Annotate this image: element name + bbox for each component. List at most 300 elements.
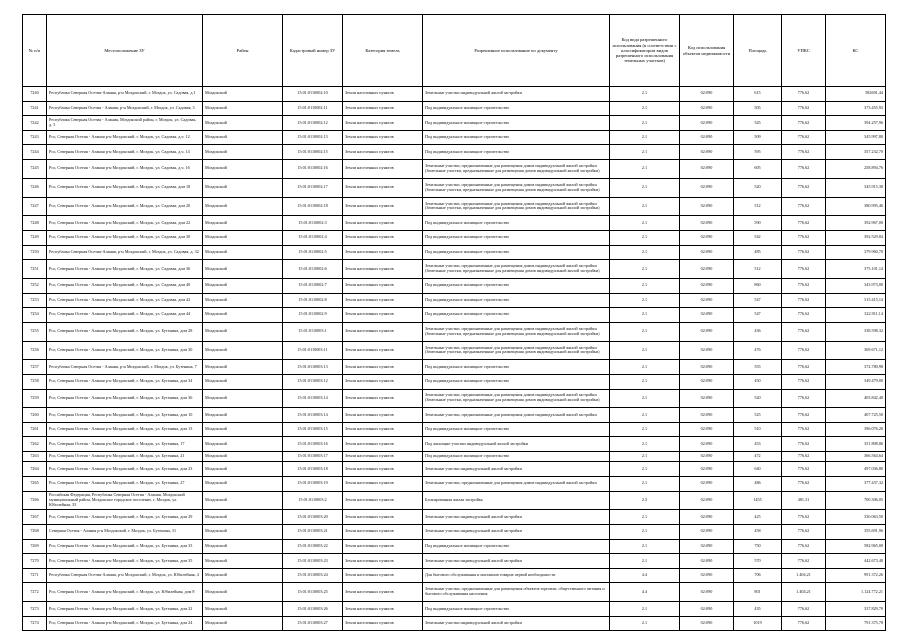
table-row (23, 341, 886, 360)
cell-land-category: Земли населенных пунктов (343, 477, 423, 492)
cell-use-code: 2.1 (610, 422, 680, 437)
cell-cadastral-number: 15:01:0110003:22 (283, 539, 343, 554)
table-row (23, 308, 886, 323)
cell-use-code: 2.1 (610, 159, 680, 178)
cell-district: Моздокский (203, 230, 283, 245)
cell-number: 7257 (23, 360, 47, 375)
cell-number: 7244 (23, 145, 47, 160)
cell-upks: 776,62 (782, 525, 826, 540)
cell-use-code: 2.1 (610, 602, 680, 617)
cell-ks: 373.455,93 (826, 101, 886, 116)
cell-cadastral-number: 15:01:0110002:16 (283, 159, 343, 178)
cell-upks: 776,62 (782, 230, 826, 245)
cell-object-code: 02:090 (680, 87, 734, 102)
cell-number: 7241 (23, 101, 47, 116)
cell-object-code: 02:090 (680, 178, 734, 197)
cell-upks: 776,62 (782, 341, 826, 360)
cell-use-code: 2.1 (610, 510, 680, 525)
cell-area: 436 (734, 322, 782, 341)
cell-location: Рсо, Северная Осетия - Алания р-н Моздокский, г. Моздок, ул. Садовая, дом 20 (47, 197, 203, 216)
cell-district: Моздокский (203, 87, 283, 102)
cell-permitted-use: Под индивидуальное жилищное строительство (423, 293, 610, 308)
cell-cadastral-number: 15:01:0110003:23 (283, 554, 343, 569)
cell-district: Моздокский (203, 130, 283, 145)
cell-permitted-use: Под индивидуальное жилищное строительство (423, 539, 610, 554)
cell-object-code: 02:090 (680, 197, 734, 216)
cell-district: Моздокский (203, 437, 283, 452)
table-row (23, 525, 886, 540)
cell-area: 1455 (734, 491, 782, 510)
cell-ks: 442.673,40 (826, 554, 886, 569)
cell-cadastral-number: 15:01:0110003:1 (283, 322, 343, 341)
cell-upks: 776,62 (782, 360, 826, 375)
cell-location: Рсо, Северная Осетия - Алания р-н Моздокский, г. Моздок, ул. Садовая, дом 22 (47, 216, 203, 231)
cell-cadastral-number: 15:01:0110003:12 (283, 374, 343, 389)
cell-location: Северная Осетия - Алания р-н Моздокский, г. Моздок, ул. Бутенина, 31 (47, 525, 203, 540)
cell-use-code: 2.1 (610, 245, 680, 260)
cell-use-code: 2.1 (610, 374, 680, 389)
cell-use-code: 4.4 (610, 568, 680, 583)
cell-land-category: Земли населенных пунктов (343, 116, 423, 131)
cell-district: Моздокский (203, 116, 283, 131)
cell-object-code: 02:090 (680, 583, 734, 602)
cell-number: 7260 (23, 408, 47, 423)
cell-object-code: 02:090 (680, 260, 734, 279)
cell-district: Моздокский (203, 539, 283, 554)
cell-permitted-use: Под индивидуальное жилищное строительство (423, 360, 610, 375)
cell-district: Моздокский (203, 101, 283, 116)
cell-permitted-use: Земельные участки, предназначенные для размещения домов индивидуальной жилой застройки (Земельные участки, предназначенные для размещения домов индивидуальной жилой застройки) (423, 260, 610, 279)
cell-cadastral-number: 15:01:0110002:15 (283, 145, 343, 160)
cell-number: 7270 (23, 554, 47, 569)
cell-use-code: 2.1 (610, 477, 680, 492)
cell-location: Рсо, Северная Осетия - Алания р-н Моздокский, г. Моздок, ул. Бутенина, дом 35 (47, 554, 203, 569)
cell-permitted-use: Под жилищно-участки индивидуальной жилой застройки (423, 437, 610, 452)
table-row (23, 616, 886, 631)
cell-object-code: 02:090 (680, 101, 734, 116)
cell-district: Моздокский (203, 159, 283, 178)
cell-area: 555 (734, 360, 782, 375)
cell-number: 7245 (23, 159, 47, 178)
table-row (23, 510, 886, 525)
cell-ks: 337.829,70 (826, 602, 886, 617)
cell-ks: 322.911,14 (826, 308, 886, 323)
cell-land-category: Земли населенных пунктов (343, 554, 423, 569)
cell-number: 7265 (23, 477, 47, 492)
table-row (23, 360, 886, 375)
cell-object-code: 02:090 (680, 322, 734, 341)
cell-area: 801 (734, 583, 782, 602)
cell-district: Моздокский (203, 583, 283, 602)
table-row (23, 278, 886, 293)
cell-land-category: Земли населенных пунктов (343, 260, 423, 279)
cell-ks: 349.479,00 (826, 374, 886, 389)
cell-cadastral-number: 15:01:0110003:14 (283, 408, 343, 423)
cell-upks: 776,62 (782, 422, 826, 437)
cell-object-code: 02:090 (680, 341, 734, 360)
cell-use-code: 2.1 (610, 452, 680, 462)
cell-permitted-use: Под индивидуальное жилищное строительство (423, 602, 610, 617)
cell-ks: 396.076,20 (826, 422, 886, 437)
cell-ks: 355.691,96 (826, 525, 886, 540)
cell-permitted-use: Земельные участки, предназначенные для размещения домов индивидуальной жилой застройки (Земельные участки, предназначенные для размещения домов индивидуальной жилой застройки) (423, 389, 610, 408)
cell-ks: 582.965,00 (826, 539, 886, 554)
table-row (23, 230, 886, 245)
table-row (23, 462, 886, 477)
cell-number: 7246 (23, 178, 47, 197)
table-row (23, 260, 886, 279)
cell-use-code: 2.1 (610, 216, 680, 231)
cell-area: 525 (734, 408, 782, 423)
cell-object-code: 02:090 (680, 293, 734, 308)
cell-upks: 776,62 (782, 260, 826, 279)
cell-use-code: 2.1 (610, 278, 680, 293)
cell-permitted-use: Под индивидуальное жилищное строительство (423, 245, 610, 260)
cell-use-code: 4.4 (610, 583, 680, 602)
cell-upks: 776,62 (782, 278, 826, 293)
table-row (23, 87, 886, 102)
cell-location: Рсо, Северная Осетия - Алания р-н Моздокский, г. Моздок, ул. Бутенина, дом 28 (47, 322, 203, 341)
cell-location: Рсо, Северная Осетия - Алания р-н Моздокский, г. Моздок, ул. Садовая, д.ч. 16 (47, 159, 203, 178)
cell-ks: 315.415,14 (826, 293, 886, 308)
cell-permitted-use: Под индивидуальное жилищное строительство (423, 374, 610, 389)
cell-object-code: 02:090 (680, 245, 734, 260)
cell-district: Моздокский (203, 602, 283, 617)
cell-location: Рсо, Северная Осетия - Алания р-н Моздокский, г. Моздок, ул. Садовая, дом 36 (47, 260, 203, 279)
header-upks: УПКС (782, 15, 826, 87)
cell-area: 472 (734, 452, 782, 462)
cell-district: Моздокский (203, 510, 283, 525)
cell-use-code: 2.1 (610, 525, 680, 540)
cell-upks: 776,62 (782, 462, 826, 477)
cell-land-category: Земли населенных пунктов (343, 539, 423, 554)
header-permitted-use: Разрешенное использование по документу (423, 15, 610, 87)
cell-upks: 776,62 (782, 452, 826, 462)
cell-object-code: 02:090 (680, 230, 734, 245)
cell-cadastral-number: 15:01:0110003:21 (283, 525, 343, 540)
cell-district: Моздокский (203, 374, 283, 389)
cell-use-code: 2.1 (610, 116, 680, 131)
cell-upks: 776,62 (782, 87, 826, 102)
cell-land-category: Земли населенных пунктов (343, 602, 423, 617)
cell-object-code: 02:090 (680, 216, 734, 231)
cell-district: Моздокский (203, 568, 283, 583)
cell-number: 7250 (23, 245, 47, 260)
cell-district: Моздокский (203, 554, 283, 569)
cell-number: 7259 (23, 389, 47, 408)
cell-ks: 377.437,32 (826, 477, 886, 492)
cell-cadastral-number: 15:01:0110003:17 (283, 452, 343, 462)
cell-permitted-use: Земельные участки индивидуальной жилой застройки (423, 554, 610, 569)
cell-land-category: Земли населенных пунктов (343, 87, 423, 102)
cell-cadastral-number: 15:01:0110003:19 (283, 477, 343, 492)
cell-cadastral-number: 15:01:0110002:5 (283, 245, 343, 260)
table-row (23, 130, 886, 145)
cell-use-code: 2.1 (610, 293, 680, 308)
table-row (23, 245, 886, 260)
cell-object-code: 02:090 (680, 462, 734, 477)
header-object-code: Код использования объектов недвижимости (680, 15, 734, 87)
cell-location: Рсо, Северная Осетия - Алания р-н Моздокский, г. Моздок, ул. Бутенина, дом 23 (47, 462, 203, 477)
cell-ks: 338.598,32 (826, 322, 886, 341)
cell-upks: 776,62 (782, 602, 826, 617)
cell-number: 7255 (23, 322, 47, 341)
cell-cadastral-number: 15:01:0110002:12 (283, 116, 343, 131)
cell-district: Моздокский (203, 452, 283, 462)
cell-land-category: Земли населенных пунктов (343, 491, 423, 510)
cell-upks: 776,62 (782, 616, 826, 631)
cell-upks: 776,62 (782, 216, 826, 231)
cell-location: Рсо, Северная Осетия - Алания р-н Моздокский, г. Моздок, ул. Бутенина, 17 (47, 437, 203, 452)
cell-district: Моздокский (203, 293, 283, 308)
cell-district: Моздокский (203, 408, 283, 423)
cell-area: 512 (734, 260, 782, 279)
cell-area: 1019 (734, 616, 782, 631)
cell-land-category: Земли населенных пунктов (343, 525, 423, 540)
cell-ks: 1.124.772,21 (826, 583, 886, 602)
table-row (23, 178, 886, 197)
cell-number: 7240 (23, 87, 47, 102)
cell-land-category: Земли населенных пунктов (343, 216, 423, 231)
cell-area: 640 (734, 462, 782, 477)
cell-land-category: Земли населенных пунктов (343, 389, 423, 408)
cell-district: Моздокский (203, 477, 283, 492)
cell-permitted-use: Под индивидуальное жилищное строительство (423, 101, 610, 116)
cell-upks: 776,62 (782, 477, 826, 492)
cell-upks: 1.404,21 (782, 583, 826, 602)
cell-district: Моздокский (203, 491, 283, 510)
cell-ks: 392.529,84 (826, 230, 886, 245)
cell-upks: 776,62 (782, 130, 826, 145)
cell-object-code: 02:090 (680, 389, 734, 408)
cell-location: Рсо, Северная Осетия - Алания р-н Моздокский, г. Моздок, ул. Садовая, дом 42 (47, 293, 203, 308)
cell-land-category: Земли населенных пунктов (343, 452, 423, 462)
cell-cadastral-number: 15:01:0110003:24 (283, 568, 343, 583)
cell-number: 7268 (23, 525, 47, 540)
cell-use-code: 2.1 (610, 260, 680, 279)
table-row (23, 293, 886, 308)
cell-district: Моздокский (203, 462, 283, 477)
cell-use-code: 2.3 (610, 491, 680, 510)
cell-cadastral-number: 15:01:0110003:16 (283, 437, 343, 452)
cell-location: Рсо, Северная Осетия - Алания р-н Моздокский, г. Моздок, ул. Бутенина, дом 24 (47, 616, 203, 631)
cell-permitted-use: Земельные участки индивидуальной жилой застройки (423, 525, 610, 540)
cell-land-category: Земли населенных пунктов (343, 568, 423, 583)
table-row (23, 568, 886, 583)
cell-use-code: 2.1 (610, 230, 680, 245)
cell-number: 7264 (23, 462, 47, 477)
cell-object-code: 02:090 (680, 437, 734, 452)
cell-ks: 345.915,38 (826, 178, 886, 197)
table-row (23, 437, 886, 452)
table-row (23, 216, 886, 231)
cell-area: 520 (734, 178, 782, 197)
cell-cadastral-number: 15:01:0110002:7 (283, 278, 343, 293)
cell-number: 7252 (23, 278, 47, 293)
cell-permitted-use: Земельные участки индивидуальной жилой застройки (423, 616, 610, 631)
cell-use-code: 2.1 (610, 197, 680, 216)
header-land-category: Категория земель (343, 15, 423, 87)
cell-location: Рсо, Северная Осетия - Алания р-н Моздокский, г. Моздок, ул. Бутенина, дом 36 (47, 389, 203, 408)
table-row (23, 602, 886, 617)
table-body (23, 87, 886, 631)
cell-number: 7253 (23, 293, 47, 308)
cell-number: 7247 (23, 197, 47, 216)
cell-object-code: 02:090 (680, 145, 734, 160)
cell-permitted-use: Земельные участки индивидуальной жилой застройки (423, 87, 610, 102)
cell-land-category: Земли населенных пунктов (343, 230, 423, 245)
cell-area: 547 (734, 293, 782, 308)
header-use-code: Код вида разрешенного использования (в соответствии с классификатором видов разрешенного использования земельных участков) (610, 15, 680, 87)
cell-area: 509 (734, 130, 782, 145)
table-row (23, 539, 886, 554)
cell-object-code: 02:090 (680, 360, 734, 375)
cell-use-code: 2.1 (610, 539, 680, 554)
cell-use-code: 2.1 (610, 554, 680, 569)
cell-area: 425 (734, 510, 782, 525)
cell-area: 542 (734, 230, 782, 245)
header-area: Площадь (734, 15, 782, 87)
cell-ks: 791.375,78 (826, 616, 886, 631)
cell-ks: 357.232,70 (826, 145, 886, 160)
cell-cadastral-number: 15:01:0110002:11 (283, 101, 343, 116)
cell-permitted-use: Земельные участки, предназначенные для размещения объектов торговли, общественного питания и бытового обслуживания населения (423, 583, 610, 602)
cell-permitted-use: Под индивидуальное жилищное строительство (423, 130, 610, 145)
cell-area: 485 (734, 245, 782, 260)
cell-use-code: 2.1 (610, 87, 680, 102)
cell-permitted-use: Под индивидуальное жилищное строительство (423, 308, 610, 323)
cell-upks: 481,31 (782, 491, 826, 510)
cell-district: Моздокский (203, 308, 283, 323)
cell-land-category: Земли населенных пунктов (343, 360, 423, 375)
cell-land-category: Земли населенных пунктов (343, 583, 423, 602)
cell-cadastral-number: 15:01:0110002:6 (283, 260, 343, 279)
cell-ks: 372.780,98 (826, 360, 886, 375)
cell-land-category: Земли населенных пунктов (343, 278, 423, 293)
cell-location: Республика Северная Осетия - Алания, р-н Моздокский, г. Моздок, ул. Бутенина, 7 (47, 360, 203, 375)
cell-area: 520 (734, 389, 782, 408)
cell-cadastral-number: 15:01:0110002:8 (283, 293, 343, 308)
cell-ks: 380.995,46 (826, 197, 886, 216)
cell-number: 7263 (23, 452, 47, 462)
cell-permitted-use: Под индивидуальное жилищное строительство (423, 145, 610, 160)
cell-use-code: 2.1 (610, 360, 680, 375)
cell-area: 860 (734, 278, 782, 293)
cell-land-category: Земли населенных пунктов (343, 322, 423, 341)
cell-land-category: Земли населенных пунктов (343, 422, 423, 437)
cell-number: 7242 (23, 116, 47, 131)
cell-permitted-use: Земельные участки, предназначенные для размещения домов индивидуальной жилой застройки (Земельные участки, предназначенные для размещения домов индивидуальной жилой застройки) (423, 341, 610, 360)
cell-land-category: Земли населенных пунктов (343, 130, 423, 145)
cell-location: Рсо, Северная Осетия - Алания р-н Моздокский, г. Моздок, ул. Бутенина, 21 (47, 452, 203, 462)
table-row (23, 101, 886, 116)
cell-ks: 403.842,40 (826, 389, 886, 408)
cell-use-code: 2.1 (610, 145, 680, 160)
cell-land-category: Земли населенных пунктов (343, 178, 423, 197)
header-ks: КС (826, 15, 886, 87)
table-row (23, 452, 886, 462)
cell-land-category: Земли населенных пунктов (343, 462, 423, 477)
cell-location: Рсо, Северная Осетия - Алания р-н Моздокский, г. Моздок, ул. Садовая, д.ч. 12 (47, 130, 203, 145)
cell-upks: 776,62 (782, 159, 826, 178)
header-cadastral-number: Кадастровый номер ЗУ (283, 15, 343, 87)
cell-ks: 991.372,26 (826, 568, 886, 583)
table-row (23, 477, 886, 492)
cell-object-code: 02:090 (680, 408, 734, 423)
cell-ks: 379.960,70 (826, 245, 886, 260)
table-row (23, 145, 886, 160)
cell-land-category: Земли населенных пунктов (343, 145, 423, 160)
cell-area: 547 (734, 308, 782, 323)
cell-location: Республика Северная Осетия - Алания, р-н Моздокский, г. Моздок, ул. Садовая, 3 (47, 101, 203, 116)
cell-permitted-use: Под индивидуальное жилищное строительство (423, 116, 610, 131)
cell-land-category: Земли населенных пунктов (343, 341, 423, 360)
cell-permitted-use: Земельные участки, предназначенные для размещения домов индивидуальной жилой застройки (423, 408, 610, 423)
cell-number: 7256 (23, 341, 47, 360)
cell-land-category: Земли населенных пунктов (343, 159, 423, 178)
cell-upks: 776,62 (782, 116, 826, 131)
cell-area: 435 (734, 602, 782, 617)
cell-upks: 776,62 (782, 145, 826, 160)
cell-cadastral-number: 15:01:0110002:9 (283, 308, 343, 323)
cell-upks: 776,62 (782, 408, 826, 423)
cell-district: Моздокский (203, 525, 283, 540)
table-row (23, 116, 886, 131)
cell-area: 750 (734, 539, 782, 554)
cell-location: Рсо, Северная Осетия - Алания р-н Моздокский, г. Моздок, ул. Садовая, дом 18 (47, 178, 203, 197)
cell-location: Республика Северная Осетия - Алания, Моздокский район, г. Моздок, ул. Садовая, д. 5 (47, 116, 203, 131)
cell-cadastral-number: 15:01:0110003:26 (283, 602, 343, 617)
cell-land-category: Земли населенных пунктов (343, 245, 423, 260)
cell-number: 7258 (23, 374, 47, 389)
cell-ks: 375.101,14 (826, 260, 886, 279)
cell-use-code: 2.1 (610, 616, 680, 631)
cell-ks: 345.997,80 (826, 130, 886, 145)
cell-land-category: Земли населенных пунктов (343, 101, 423, 116)
header-num: № п/п (23, 15, 47, 87)
cell-use-code: 2.1 (610, 322, 680, 341)
cell-location: Рсо, Северная Осетия - Алания р-н Моздокский, г. Моздок, ул. Садовая, дом 44 (47, 308, 203, 323)
cell-land-category: Земли населенных пунктов (343, 437, 423, 452)
cell-cadastral-number: 15:01:0110003:11 (283, 341, 343, 360)
cell-area: 545 (734, 116, 782, 131)
cell-ks: 582691,44 (826, 87, 886, 102)
cell-location: Рсо, Северная Осетия - Алания р-н Моздокский, г. Моздок, ул. Бутенина, дом 22 (47, 602, 203, 617)
cell-area: 450 (734, 374, 782, 389)
cell-upks: 776,62 (782, 554, 826, 569)
cell-area: 605 (734, 159, 782, 178)
cell-area: 595 (734, 145, 782, 160)
cell-ks: 258.894,76 (826, 159, 886, 178)
cell-upks: 776,62 (782, 437, 826, 452)
cell-cadastral-number: 15:01:0110002:17 (283, 178, 343, 197)
cell-cadastral-number: 15:01:0110003:13 (283, 360, 343, 375)
cell-cadastral-number: 15:01:0110003:14 (283, 389, 343, 408)
table-row (23, 322, 886, 341)
cell-land-category: Земли населенных пунктов (343, 293, 423, 308)
cell-cadastral-number: 15:01:0110002:18 (283, 197, 343, 216)
cell-permitted-use: Земельные участки индивидуальной жилой застройки (423, 462, 610, 477)
cell-area: 570 (734, 554, 782, 569)
cell-land-category: Земли населенных пунктов (343, 374, 423, 389)
cell-use-code: 2.1 (610, 389, 680, 408)
cell-district: Моздокский (203, 341, 283, 360)
cell-permitted-use: Под индивидуальное жилищное строительство (423, 452, 610, 462)
cell-object-code: 02:090 (680, 116, 734, 131)
cadastral-value-table (22, 14, 886, 631)
table-row (23, 159, 886, 178)
cell-number: 7266 (23, 491, 47, 510)
